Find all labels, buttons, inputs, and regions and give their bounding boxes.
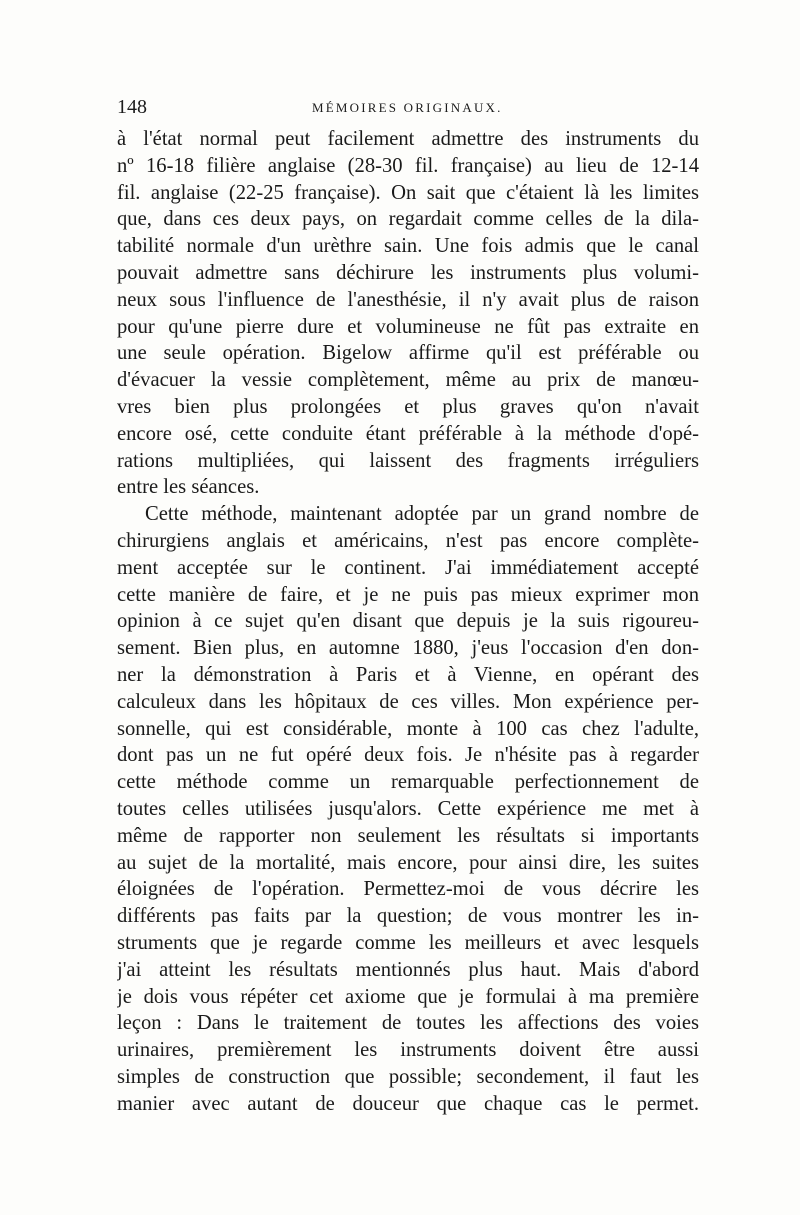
text-line: d'évacuer la vessie complètement, même au prix de manœu-	[117, 369, 699, 392]
text-line: pouvait admettre sans déchirure les instruments plus volumi-	[117, 261, 699, 284]
paragraph-1	[117, 126, 699, 501]
text-line: sonnelle, qui est considérable, monte à 100 cas chez l'adulte,	[117, 717, 699, 740]
text-line: que, dans ces deux pays, on regardait comme celles de la dila-	[117, 208, 699, 231]
text-line: chirurgiens anglais et américains, n'est pas encore complète-	[117, 529, 699, 552]
text-line: calculeux dans les hôpitaux de ces villes. Mon expérience per-	[117, 690, 699, 713]
text-line: struments que je regarde comme les meilleurs et avec lesquels	[117, 931, 699, 954]
text-line: éloignées de l'opération. Permettez-moi de vous décrire les	[117, 878, 699, 901]
paragraph-2	[117, 501, 699, 1117]
text-line: même de rapporter non seulement les résultats si importants	[117, 824, 699, 847]
running-head: MÉMOIRES ORIGINAUX.	[312, 100, 503, 115]
text-line: fil. anglaise (22-25 française). On sait que c'étaient là les limites	[117, 181, 699, 204]
text-line: vres bien plus prolongées et plus graves qu'on n'avait	[117, 395, 699, 418]
text-line: toutes celles utilisées jusqu'alors. Cette expérience me met à	[117, 797, 699, 820]
text-line: à l'état normal peut facilement admettre des instruments du	[117, 128, 699, 150]
text-line: dont pas un ne fut opéré deux fois. Je n'hésite pas à regarder	[117, 744, 699, 767]
text-line: simples de construction que possible; secondement, il faut les	[117, 1065, 699, 1088]
text-line: leçon : Dans le traitement de toutes les affections des voies	[117, 1012, 699, 1035]
text-line: sement. Bien plus, en automne 1880, j'eus l'occasion d'en don-	[117, 637, 699, 660]
text-line: entre les séances.	[117, 476, 260, 499]
text-line: ment acceptée sur le continent. J'ai immédiatement accepté	[117, 556, 699, 579]
text-line: une seule opération. Bigelow affirme qu'il est préférable ou	[117, 342, 699, 365]
text-line: opinion à ce sujet qu'en disant que depuis je la suis rigoureu-	[117, 610, 699, 633]
text-line: rations multipliées, qui laissent des fragments irréguliers	[117, 449, 699, 472]
text-line: ner la démonstration à Paris et à Vienne, en opérant des	[117, 663, 699, 686]
text-line: cette méthode comme un remarquable perfectionnement de	[117, 771, 699, 794]
text-line: au sujet de la mortalité, mais encore, pour ainsi dire, les suites	[117, 851, 699, 874]
body-text	[117, 126, 699, 1117]
text-line: urinaires, premièrement les instruments doivent être aussi	[117, 1039, 699, 1062]
text-line: manier avec autant de douceur que chaque cas le permet.	[117, 1092, 699, 1115]
text-line: nº 16-18 filière anglaise (28-30 fil. française) au lieu de 12-14	[117, 154, 699, 177]
page-number: 148	[117, 96, 147, 118]
text-line: cette manière de faire, et je ne puis pas mieux exprimer mon	[117, 583, 699, 606]
text-line: neux sous l'influence de l'anesthésie, il n'y avait plus de raison	[117, 288, 699, 311]
text-line: encore osé, cette conduite étant préférable à la méthode d'opé-	[117, 422, 699, 445]
text-line: différents pas faits par la question; de vous montrer les in-	[117, 905, 699, 928]
text-line: Cette méthode, maintenant adoptée par un grand nombre de	[145, 503, 699, 526]
text-line: je dois vous répéter cet axiome que je formulai à ma première	[117, 985, 699, 1008]
text-line: j'ai atteint les résultats mentionnés plus haut. Mais d'abord	[117, 958, 699, 981]
text-line: tabilité normale d'un urèthre sain. Une fois admis que le canal	[117, 235, 699, 258]
text-line: pour qu'une pierre dure et volumineuse ne fût pas extraite en	[117, 315, 699, 338]
page-header	[117, 93, 697, 123]
